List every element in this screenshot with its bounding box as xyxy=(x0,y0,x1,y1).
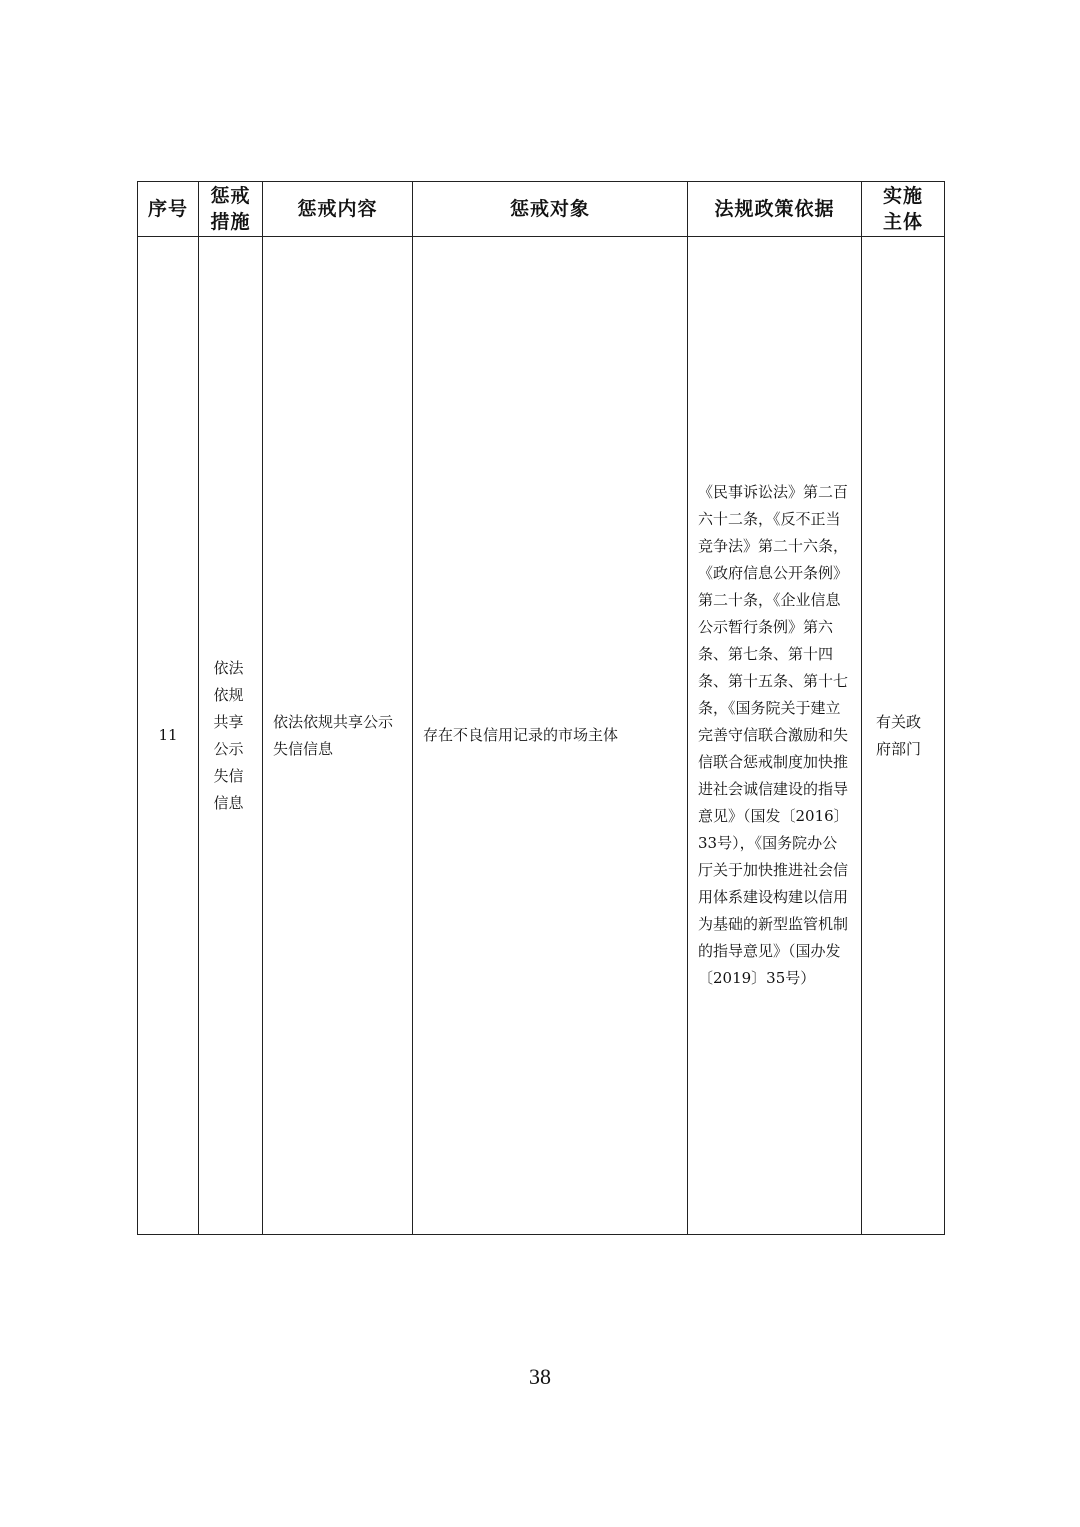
header-agency xyxy=(862,182,945,237)
row-measure: 依法依规共享公示失信信息 xyxy=(213,658,244,812)
row-measure-cell xyxy=(199,237,263,1235)
header-measure-label: 惩戒措施 xyxy=(210,185,251,233)
table-header-row xyxy=(138,182,945,237)
row-content: 依法依规共享公示失信信息 xyxy=(273,712,394,758)
row-content-cell xyxy=(263,237,413,1235)
table-row xyxy=(138,237,945,1235)
header-no: 序号 xyxy=(138,182,199,237)
header-target: 惩戒对象 xyxy=(413,182,688,237)
row-agency-cell xyxy=(862,237,945,1235)
row-no-cell xyxy=(138,237,199,1235)
header-content: 惩戒内容 xyxy=(263,182,413,237)
header-agency-label: 实施主体 xyxy=(883,185,924,233)
page-number: 38 xyxy=(529,1364,551,1389)
row-no: 11 xyxy=(158,726,178,744)
row-target-cell xyxy=(413,237,688,1235)
row-agency: 有关政府部门 xyxy=(876,712,922,758)
header-measure xyxy=(199,182,263,237)
row-basis-cell xyxy=(688,237,862,1235)
row-target: 存在不良信用记录的市场主体 xyxy=(423,726,619,744)
header-basis: 法规政策依据 xyxy=(688,182,862,237)
row-basis: 《民事诉讼法》第二百六十二条，《反不正当竞争法》第二十六条，《政府信息公开条例》第二十条，《企业信息公示暂行条例》第六条、第七条、第十四条、第十五条、第十七条，《国务院关于建立完善守信联合激励和失信联合惩戒制度加快推进社会诚信建设的指导意见》（国发〔2016〕33号），《国务院办公厅关于加快推进社会信用体系建设构建以信用为基础的新型监管机制的指导意见》（国办发〔2019〕35号） xyxy=(698,483,849,987)
punishment-measures-table xyxy=(137,181,945,1235)
